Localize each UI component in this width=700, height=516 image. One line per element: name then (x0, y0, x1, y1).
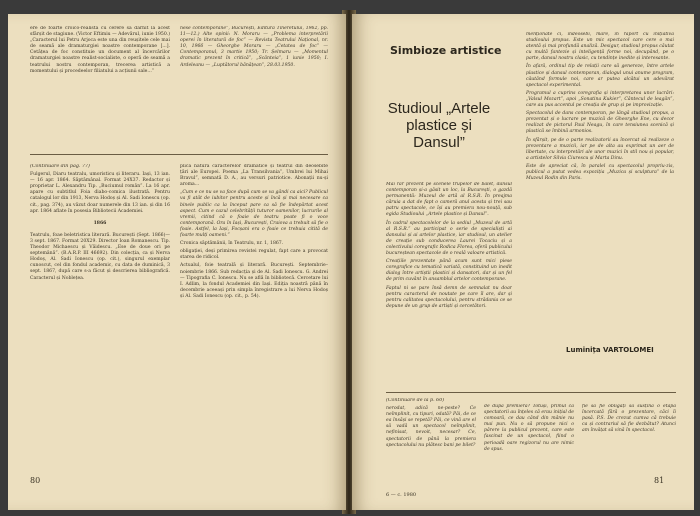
right-article-column-1 (386, 182, 512, 387)
divider (30, 154, 328, 155)
footer-mark: 6 — c. 1980 (386, 492, 417, 498)
left-top-column-2 (180, 26, 328, 144)
entry-teatrulu: Teatrulu, foae beletristica literară. București (Sept. 1866)—3 sept. 1867. Format 20X29. Director Ioan Romanescu. Tip. Theodor Michaescu și Văidescu. „Ese de doue ori pe septemână”. (B.A.R.P. III 46692). Din colecția, ca și Nerva Hodoș, Al. Sadi Ionescu (op. cit.), singurul exemplar cunoscut, cel din fondul academic, cu data de duminică, 3 sept. 1867, după care s-a făcut și descrierea bibliografică. Caracterul și Noblețea. (30, 232, 170, 281)
col2-article-p4: Spectacolul de dans contemporan, pe lângă studioul propus, a prezentat și o lucrare pe muzică de Gheorghe Ene, cu decor realizat de pictorul Paul Neagu, în care tensiunea scenică și plastică se îmbină armonios. (526, 111, 674, 135)
continuation-note-right: (Continuare de la p. 60) (386, 398, 445, 403)
right-page (352, 14, 694, 510)
left-bottom-column-1 (30, 164, 170, 504)
col2-article-p5: În sfârșit, pe de o parte realizatorii au încercat să realizeze o prezentare a muzicii, iar pe de alta au exprimat un aer de libertate, cu interpretări ale unor muzici în stil nou și popular, a artistelor Silvia Ciurescu și Marta Dinu. (526, 137, 674, 161)
article-paragraph-2: În cadrul spectacolelor de la sediul „Muzeul de artă al R.S.R.” au participat o serie de specialiști ai dansului și ai artelor plastice, iar studioul, un atelier de creație sub conducerea Laurei Tocaciu și a colectivului coregrafic Rodica Florea, oferă publicului bucureștean spectacole de o reală valoare artistică. (386, 220, 512, 257)
left-top-text-1: ere de foarte croico-realistă cu cerere să dărnit la acest sfârșit de stagiune. (Victor Eftimiu — Adevărul, iunie 1950.) „Caracterul lui Petru Arjoca este una din reușitele cele mai de seamă ale dramaturgiei noastre contemporane [...]. Cetățea de foc constituie un document al încercărilor dramaturgiei noastre realist-socialiste, o operă de seamă a teatrului nostru contemporan, trecerea artistică a momentului și procedeelor filiatului a acțiunii sale...” (30, 26, 170, 74)
divider-right (386, 392, 676, 393)
article-paragraph-4: Faptul ni se pare însă demn de semnalat nu doar pentru caracterul de noutate pe care îl are, dar și pentru calitatea spectacolului, pentru strădania ce se depune de un grup de artiști și cercetători. (386, 285, 512, 309)
bottom-text-3: fie să fie obligați să susțină o etapă încercată fără o prezentare, căci îi pasă. P.S. De crezut cumva că trebuie ca și contrariul să fie dezbătut? Atunci am învățat să vină în spectacol. (582, 404, 676, 434)
page-number-right: 81 (654, 476, 665, 485)
entry-actualul: Actualul, foie teatrală și literară. București. Septembrie–noiembrie 1866. Sub redacția și de Al. Sadi Ionescu. G. Andrei — Tipografia C. Ionescu. Nu se află în bibliotecă. Cercetare lui I. Adlim, la fondul Academiei din Iași. Ediția noastră până în decembrie aceeași prin simpla înregistrare a lui Nerva Hodoș și Al. Sadi Ionescu (op. cit., p. 54). (180, 263, 328, 299)
bottom-text-1: nerodat, adică ne-peste? Ce neîmplinit, cu tipuri, odată? Păi, de ce ea însăși se repetă? Păi, ce vină are el să vadă un spectacol neîmplinit, nefinisat, nevoit, necesar? Ce, spectatorii de până la premiera spectacolului nu plătesc bani pe bilet? (386, 406, 476, 448)
author-name: Luminița VARTOLOMEI (566, 346, 654, 354)
right-bottom-column-3 (582, 404, 676, 478)
entry-fulgerul: Fulgerul, Diaru teatralu, umoristicu și literaru. Iași, 13 ian. — 16 apr. 1864. Săptămânal. Format 24X37. Redactor și proprietar L. Alexandru Tip. „Buciumul român”. La 16 apr. apare cu subtitlul Foia diabo-comica ilustrată. Pentru catalogul lor din 1913, Nerva Hodoș și Al. Sadi Ionescu (op. cit., pag. 374), au văzut doar numerele din 13 ian. și din 16 apr. 1864 aflate în posesia Bibliotecii Academiei. (30, 172, 170, 214)
article-intro: Mai rar prezent pe scenele trupelor de balet, dansul contemporan și-a găsit un loc, la București, o gazdă permanentă: Muzeul de artă al R.S.R. În preajma căruia a dat de fapt o cameră anul acesta și trei sau patru spectacole, ce își au premiera nou-nouță, sub egida Studioului „Artele plastice și Dansul”. (386, 182, 512, 218)
col2-paragraph-1: plică natura caracterelor dramatice și teatrul din deosebite țări ale Europei. Poema „La Transilvania”, Umbrei lui Mihai Bravul”, semnată D. A., au versuri patriotice. Abonații nu-și aroma... (180, 164, 328, 188)
col2-article-p3: Programul a cuprins coregrafia și interpretarea unor lucrări: „Valsul Mozart”, apoi „Sonatina Kukier”, Cântecul de leagăn”, care au pus accentul pe creația de grup și pe improvizație. (526, 90, 674, 109)
col2-paragraph-3: obligației, deși primirea revistei regulat, fapt care a provocat starea de ridicol. (180, 249, 328, 261)
bottom-text-2: de după premieră? Totuși, primul că spectatorii au înțeles că erau inițial de comoară, ce dau când din mânie nu mai pun. Nu o să propune nici o părere la publicul prezent, care este fascinat de un spectacol, fiind o perioadă oare regizorul nu are nimic de spus. (484, 404, 574, 452)
col2-paragraph-2: Cronica săptămânii, în Teatrulu, nr. 1, 1867. (180, 241, 284, 247)
year-heading: 1866 (93, 220, 107, 226)
col2-article-p2: În afară, ordinul tip de relații care să genereze, între artele plastice și dansul contemporan, dialogul unui anume program, căutând formule noi, care ar putea alcătui un adevărat spectacol experimental. (526, 64, 674, 88)
page-number-left: 80 (30, 476, 41, 485)
article-paragraph-3: Creațiile prezentate până acum sunt mici piese coregrafice cu tematică variată, constituind un inedit dialog între artiștii plastici și dansatori, dar și un fel de prim cuvânt în ansamblul artelor contemporane. (386, 259, 512, 283)
article-title: Studioul „Artele plastice și Dansul” (387, 100, 491, 151)
left-page (8, 14, 346, 510)
right-bottom-column-1 (386, 398, 476, 478)
col2-article-p1: menționate ci, îndeosebi, mare, în raport cu inițiativa studioului propus. Este un mic spectacol care cere o mai atentă și mai profundă analiză. Desigur, studioul propus căutat cu multă fantezie și inteligență forme noi, decupând, pe o parte, dansul nostru clasic, cu tendințe inedite și interesante. (526, 32, 674, 62)
continuation-note: (Continuare din pag. 77) (30, 164, 90, 169)
left-top-column-1 (30, 26, 170, 144)
col2-article-p6: Este de apreciat că, în paralel cu spectacolul propriu-zis, publicul a putut vedea expoziția „Muzica și sculptura” de la Muzeul Rodin din Paris. (526, 163, 674, 182)
left-top-text-2: nese contemporane”, București, Editura Tineretului, 1962, pp. 11—12.) Alte opinii: N. Moraru — „Problema interpretării operei în literatură de foc” — Revista Teatrului Național, nr. 10, 1966 — Gheorghe Moraru — „Cetatea de foc” — Contemporanul, 3 martie 1950; Tr. Șelmaru — „Momentul dramatic prezent în critică”, „Scânteia”, 1 iunie 1950; I. Ardeleanu — „Luptătorul bănățean”, 28.03.1950. (180, 26, 328, 68)
right-bottom-column-2 (484, 404, 574, 478)
left-bottom-column-2 (180, 164, 328, 504)
col2-quote: „Cum e ce nu se va face după cum se va gândi ca aici? Publicul va fi atât de iubitor pentru aceste și încă și mai necesare ca binele public ca la început pare ca să fie îndepărtat acest aspect. Cum e cazul celebrității tuturor oamenilor, lucrurile al vremii, citind că o foaie de teatru poate fi o voce contemporană. Ora în Iași, București, Craiova a trebuit să fie o foaie. Astfel, la Iași, Focșani era o foaie ce trebuia citită de foarte mulți oameni.” (180, 190, 328, 239)
section-title: Simbioze artistice (390, 44, 502, 57)
right-article-column-2 (526, 32, 674, 338)
